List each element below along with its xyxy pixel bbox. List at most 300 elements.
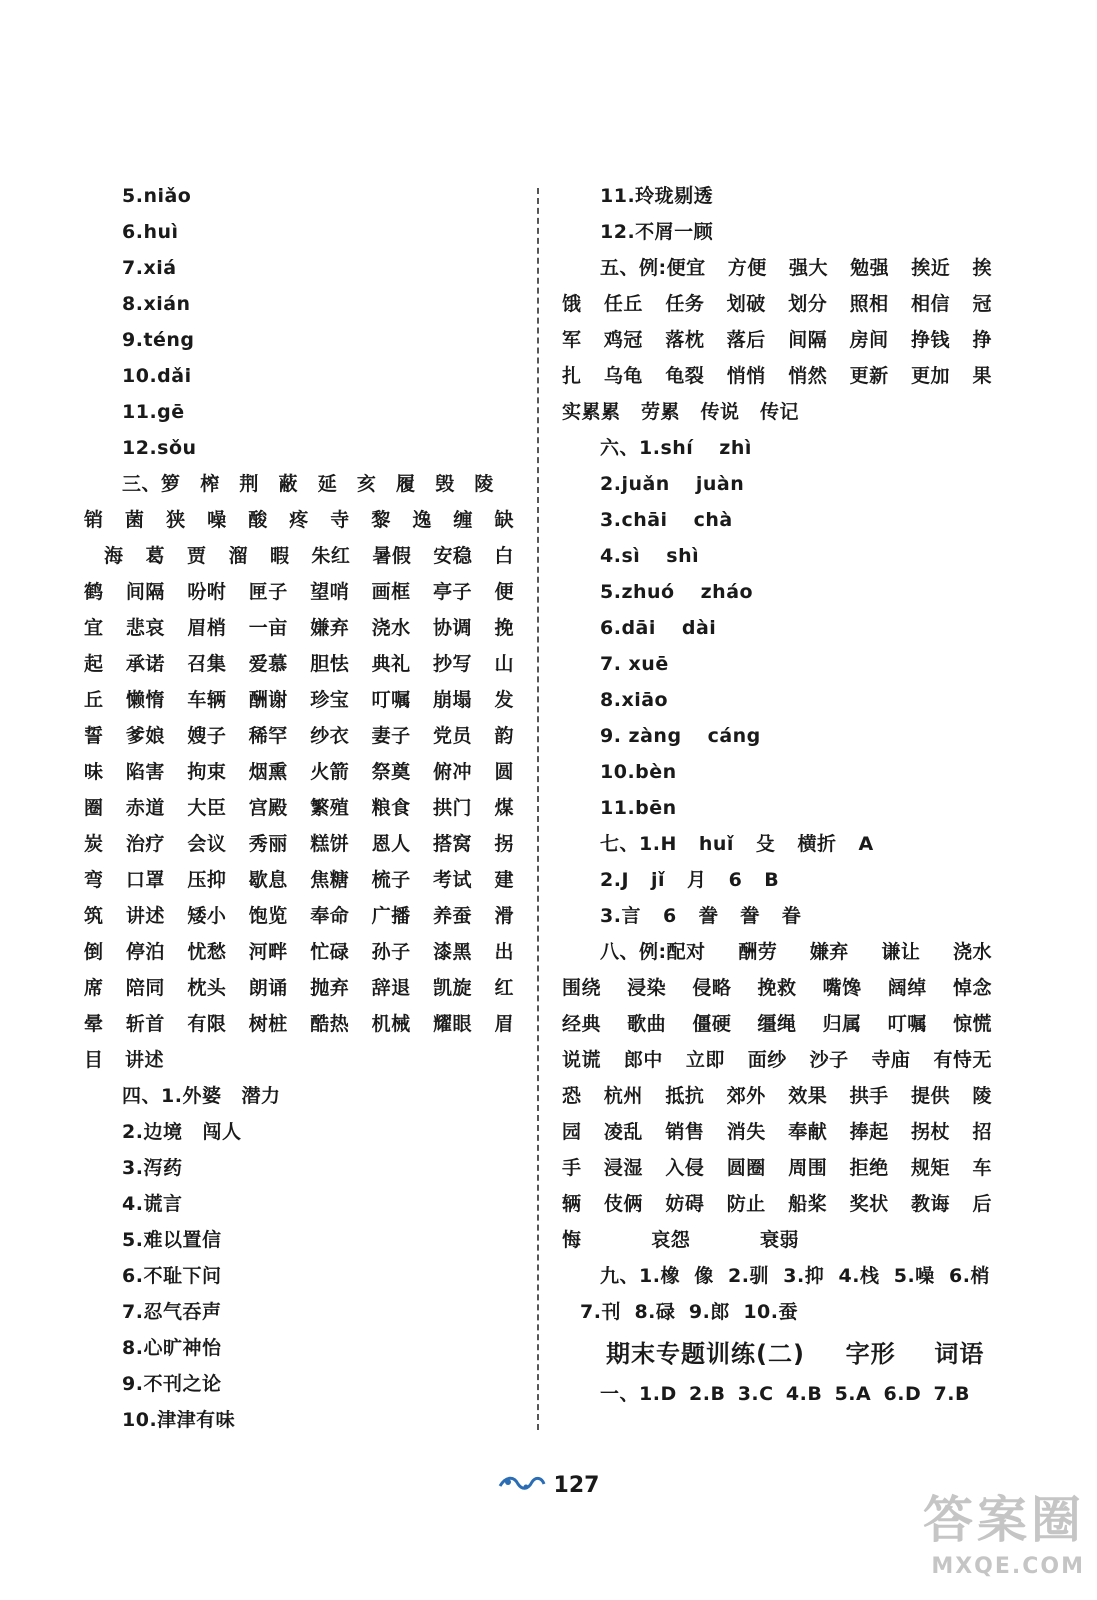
answer-cell: 围绕 bbox=[562, 977, 602, 999]
answer-cell: 机械 bbox=[371, 1013, 411, 1035]
answer-cell: 望哨 bbox=[310, 581, 350, 603]
answer-cell: 防止 bbox=[726, 1193, 766, 1215]
answer-cell: 繁殖 bbox=[310, 797, 350, 819]
answer-cell: 煤 bbox=[494, 797, 514, 819]
answer-cell: 妻子 bbox=[371, 725, 411, 747]
pinyin-answer: 6.huì bbox=[122, 221, 179, 243]
answer-cell: 葛 bbox=[145, 545, 165, 567]
answer-row bbox=[562, 1042, 997, 1078]
section-eight-first-row bbox=[562, 934, 997, 970]
heading-title: 期末专题训练(二) bbox=[606, 1340, 805, 1368]
answer-part: 9.不刊之论 bbox=[122, 1373, 222, 1395]
answer-cell: 拱门 bbox=[433, 797, 473, 819]
answer-cell: 郎中 bbox=[623, 1049, 663, 1071]
answer-cell: 海 bbox=[104, 545, 124, 567]
answer-cell: 一亩 bbox=[248, 617, 288, 639]
answer-cell: 树桩 bbox=[248, 1013, 288, 1035]
answer-cell: 嫌弃 bbox=[809, 941, 849, 963]
answer-row bbox=[562, 286, 997, 322]
answer-part: jǐ bbox=[651, 869, 666, 891]
answer-cell: 更新 bbox=[849, 365, 889, 387]
answer-cell: 奉命 bbox=[310, 905, 350, 927]
answer-line bbox=[562, 682, 997, 718]
answer-cell: 起 bbox=[84, 653, 104, 675]
answer-row-cells bbox=[84, 790, 514, 826]
answer-row bbox=[562, 1006, 997, 1042]
idiom-answers bbox=[562, 178, 997, 250]
answer-row bbox=[84, 610, 524, 646]
idiom-answer: 12.不屑一顾 bbox=[600, 221, 714, 243]
answer-row-cells bbox=[562, 394, 799, 430]
answer-cell: 忧愁 bbox=[187, 941, 227, 963]
answer-cell: 贾 bbox=[186, 545, 207, 567]
answer-part: 殳 bbox=[755, 833, 776, 855]
answer-cell: 任务 bbox=[665, 293, 705, 315]
answer-cell: 凌乱 bbox=[603, 1121, 643, 1143]
answer-cell: 履 bbox=[396, 473, 416, 495]
answer-cell: 黎 bbox=[371, 509, 391, 531]
answer-cell: 朱红 bbox=[311, 545, 351, 567]
answer-cell: 挽 bbox=[494, 617, 514, 639]
answer-row-cells bbox=[84, 1006, 514, 1042]
answer-cell: 秀丽 bbox=[248, 833, 288, 855]
answer-part: 10.bèn bbox=[600, 761, 677, 783]
answer-cell: 销售 bbox=[665, 1121, 705, 1143]
answer-cell: 圆圈 bbox=[726, 1157, 766, 1179]
answer-cell: 誓 bbox=[84, 725, 104, 747]
pinyin-answer: 5.niǎo bbox=[122, 185, 192, 207]
section-one-row bbox=[562, 1376, 997, 1412]
answer-cell: 浇水 bbox=[371, 617, 411, 639]
answer-cell: 招 bbox=[972, 1121, 992, 1143]
section-six bbox=[562, 430, 997, 826]
answer-line bbox=[562, 862, 997, 898]
answer-row-cells bbox=[562, 1114, 992, 1150]
column-divider bbox=[537, 188, 539, 1430]
answer-part: 3.chāi bbox=[600, 509, 668, 531]
answer-line bbox=[84, 1222, 524, 1258]
answer-part: 6 bbox=[728, 869, 743, 891]
answer-part: 6.不耻下问 bbox=[122, 1265, 222, 1287]
answer-cell: 忙碌 bbox=[310, 941, 350, 963]
answer-cell: 6.D bbox=[883, 1383, 922, 1405]
section-three-first-row bbox=[84, 466, 524, 502]
answer-row-cells bbox=[84, 718, 514, 754]
answer-cell: 典礼 bbox=[371, 653, 411, 675]
answer-cell: 九、1.橡 bbox=[600, 1265, 680, 1287]
answer-cell: 手 bbox=[562, 1157, 582, 1179]
answer-cell: 5.噪 bbox=[893, 1265, 935, 1287]
answer-part: 4.谎言 bbox=[122, 1193, 183, 1215]
answer-cell: 更加 bbox=[911, 365, 951, 387]
answer-row bbox=[562, 358, 997, 394]
answer-cell: 效果 bbox=[788, 1085, 828, 1107]
answer-cell: 斩首 bbox=[125, 1013, 165, 1035]
answer-cell: 3.抑 bbox=[783, 1265, 825, 1287]
answer-cell: 拘束 bbox=[187, 761, 227, 783]
answer-line bbox=[84, 1402, 524, 1438]
answer-cell: 烟熏 bbox=[248, 761, 288, 783]
answer-cell: 2.驯 bbox=[728, 1265, 769, 1287]
answer-cell: 山 bbox=[494, 653, 514, 675]
answer-cell: 纱衣 bbox=[310, 725, 350, 747]
answer-cell: 车辆 bbox=[187, 689, 227, 711]
answer-cell: 7.刊 bbox=[580, 1301, 621, 1323]
answer-cell: 炭 bbox=[84, 833, 104, 855]
answer-cell: 教诲 bbox=[911, 1193, 951, 1215]
answer-cell: 广播 bbox=[371, 905, 411, 927]
answer-cell: 治疗 bbox=[125, 833, 165, 855]
answer-part: zhì bbox=[719, 437, 752, 459]
answer-part: 2.J bbox=[600, 869, 630, 891]
answer-cell: 妨碍 bbox=[665, 1193, 705, 1215]
answer-cell: 挣钱 bbox=[911, 329, 951, 351]
answer-part: 6 bbox=[662, 905, 677, 927]
answer-row bbox=[84, 502, 524, 538]
answer-cell: 规矩 bbox=[911, 1157, 951, 1179]
answer-cell: 房间 bbox=[849, 329, 889, 351]
answer-part: 6.dāi bbox=[600, 617, 656, 639]
answer-cell: 衰弱 bbox=[759, 1229, 799, 1251]
answer-cell: 糕饼 bbox=[310, 833, 350, 855]
answer-cell: 拐杖 bbox=[911, 1121, 951, 1143]
answer-part: cáng bbox=[707, 725, 761, 747]
answer-row-cells bbox=[84, 574, 514, 610]
answer-row-cells bbox=[84, 1042, 164, 1078]
answer-cell: 3.C bbox=[737, 1383, 774, 1405]
answer-cell: 召集 bbox=[187, 653, 227, 675]
answer-cell: 捧起 bbox=[849, 1121, 889, 1143]
answer-cell: 嫌弃 bbox=[310, 617, 350, 639]
answer-cell: 圈 bbox=[84, 797, 104, 819]
answer-row bbox=[84, 682, 524, 718]
answer-cell: 枕头 bbox=[187, 977, 227, 999]
answer-cell: 提供 bbox=[911, 1085, 951, 1107]
answer-row bbox=[562, 970, 997, 1006]
answer-cell: 延 bbox=[317, 473, 338, 495]
answer-row-cells bbox=[562, 1150, 992, 1186]
answer-cell: 哀怨 bbox=[651, 1229, 691, 1251]
pinyin-answer: 11.gē bbox=[122, 401, 185, 423]
answer-part: 潜力 bbox=[241, 1085, 281, 1107]
answer-cell: 陷害 bbox=[125, 761, 165, 783]
answer-row-cells bbox=[562, 970, 992, 1006]
answer-cell: 酬劳 bbox=[738, 941, 778, 963]
answer-cell: 眉梢 bbox=[187, 617, 227, 639]
answer-cell: 歇息 bbox=[248, 869, 288, 891]
idiom-answer: 11.玲珑剔透 bbox=[600, 185, 714, 207]
answer-cell: 谦让 bbox=[881, 941, 921, 963]
answer-part: B bbox=[764, 869, 780, 891]
answer-cell: 筑 bbox=[84, 905, 104, 927]
answer-cell: 八、例:配对 bbox=[600, 941, 706, 963]
answer-row bbox=[84, 754, 524, 790]
page-ornament-icon bbox=[498, 1472, 546, 1498]
answer-cell: 方便 bbox=[727, 257, 767, 279]
answer-cell: 缺 bbox=[494, 509, 514, 531]
answer-cell: 矮小 bbox=[187, 905, 227, 927]
answer-row-cells bbox=[84, 826, 514, 862]
answer-part: shì bbox=[666, 545, 700, 567]
answer-cell: 焦糖 bbox=[310, 869, 350, 891]
answer-line bbox=[84, 1258, 524, 1294]
answer-part: 月 bbox=[687, 869, 707, 891]
answer-cell: 惊慌 bbox=[952, 1013, 992, 1035]
answer-cell: 落枕 bbox=[665, 329, 705, 351]
answer-cell: 赤道 bbox=[125, 797, 165, 819]
answer-cell: 考试 bbox=[433, 869, 473, 891]
answer-cell: 2.B bbox=[689, 1383, 726, 1405]
answer-line bbox=[562, 790, 997, 826]
answer-cell: 8.碌 bbox=[634, 1301, 676, 1323]
answer-cell: 榨 bbox=[200, 473, 220, 495]
answer-cell: 口罩 bbox=[125, 869, 165, 891]
answer-cell: 河畔 bbox=[248, 941, 288, 963]
answer-cell: 入侵 bbox=[665, 1157, 705, 1179]
answer-line bbox=[562, 718, 997, 754]
answer-part: 横折 bbox=[797, 833, 837, 855]
answer-part: 4.sì bbox=[600, 545, 641, 567]
answer-cell: 划分 bbox=[788, 293, 828, 315]
answer-cell: 席 bbox=[84, 977, 104, 999]
answer-line bbox=[84, 1186, 524, 1222]
answer-part: 5.难以置信 bbox=[122, 1229, 222, 1251]
answer-cell: 饱览 bbox=[248, 905, 288, 927]
answer-cell: 寺 bbox=[330, 509, 350, 531]
answer-part: 誊 bbox=[740, 905, 760, 927]
answer-cell: 立即 bbox=[685, 1049, 725, 1071]
answer-cell: 孙子 bbox=[371, 941, 411, 963]
answer-cell: 沙子 bbox=[809, 1049, 849, 1071]
answer-line bbox=[84, 1294, 524, 1330]
answer-cell: 辆 bbox=[562, 1193, 582, 1215]
answer-cell: 辞退 bbox=[371, 977, 411, 999]
answer-line bbox=[84, 1330, 524, 1366]
section-three-label: 三、 bbox=[122, 473, 162, 495]
answer-row bbox=[562, 1150, 997, 1186]
answer-cell: 悄然 bbox=[788, 365, 828, 387]
answer-cell: 讲述 bbox=[124, 1049, 164, 1071]
answer-cell: 出 bbox=[494, 941, 514, 963]
answer-row-cells bbox=[562, 1186, 992, 1222]
answer-part: 闯人 bbox=[202, 1121, 242, 1143]
answer-cell: 爹娘 bbox=[125, 725, 165, 747]
answer-cell: 经典 bbox=[562, 1013, 602, 1035]
answer-cell: 俯冲 bbox=[433, 761, 473, 783]
answer-cell: 奖状 bbox=[849, 1193, 889, 1215]
answer-part: 眷 bbox=[781, 905, 802, 927]
answer-part: 10.津津有味 bbox=[122, 1409, 236, 1431]
answer-cell: 嫂子 bbox=[187, 725, 227, 747]
heading-topic-a: 字形 bbox=[845, 1340, 896, 1368]
answer-part: 2.边境 bbox=[122, 1121, 183, 1143]
answer-cell: 9.郎 bbox=[688, 1301, 730, 1323]
answer-line bbox=[562, 574, 997, 610]
answer-part: zháo bbox=[700, 581, 754, 603]
answer-row bbox=[84, 574, 524, 610]
answer-row-cells bbox=[84, 862, 514, 898]
answer-cell: 白 bbox=[494, 545, 514, 567]
answer-cell: 朗诵 bbox=[248, 977, 288, 999]
answer-part: 四、1.外婆 bbox=[122, 1085, 222, 1107]
answer-cell: 会议 bbox=[187, 833, 227, 855]
answer-cell: 逸 bbox=[412, 509, 432, 531]
answer-row-cells bbox=[84, 898, 514, 934]
answer-cell: 间隔 bbox=[125, 581, 165, 603]
answer-cell: 粮食 bbox=[371, 797, 411, 819]
answer-cell: 勉强 bbox=[850, 257, 890, 279]
answer-cell: 有恃无 bbox=[933, 1049, 992, 1071]
section-seven bbox=[562, 826, 997, 934]
answer-row-cells bbox=[562, 322, 992, 358]
answer-part: 2.juǎn bbox=[600, 473, 670, 495]
answer-cell: 便 bbox=[494, 581, 514, 603]
answer-cell: 养蚕 bbox=[433, 905, 473, 927]
section-five-first-row bbox=[562, 250, 997, 286]
answer-line bbox=[84, 1114, 524, 1150]
answer-part: 9. zàng bbox=[600, 725, 682, 747]
answer-cell: 照相 bbox=[849, 293, 889, 315]
answer-cell: 暑假 bbox=[372, 545, 412, 567]
answer-cell: 挽救 bbox=[757, 977, 797, 999]
answer-cell: 目 bbox=[84, 1049, 104, 1071]
answer-cell: 车 bbox=[972, 1157, 992, 1179]
watermark-text-en: MXQE.COM bbox=[931, 1554, 1085, 1579]
answer-cell: 吩咐 bbox=[187, 581, 227, 603]
answer-part: 3.言 bbox=[600, 905, 641, 927]
answer-cell: 寺庙 bbox=[871, 1049, 911, 1071]
answer-cell: 悄悄 bbox=[726, 365, 766, 387]
answer-cell: 韵 bbox=[494, 725, 514, 747]
answer-line bbox=[562, 646, 997, 682]
answer-cell: 扎 bbox=[562, 365, 582, 387]
answer-cell: 落后 bbox=[726, 329, 766, 351]
answer-cell: 拒绝 bbox=[849, 1157, 889, 1179]
answer-row-cells bbox=[562, 286, 992, 322]
answer-cell: 龟裂 bbox=[665, 365, 705, 387]
answer-cell: 像 bbox=[694, 1265, 714, 1287]
answer-row-cells bbox=[562, 358, 992, 394]
pinyin-answer: 12.sǒu bbox=[122, 437, 197, 459]
answer-part: huǐ bbox=[698, 833, 734, 855]
section-three-first-cells bbox=[161, 466, 494, 502]
answer-cell: 压抑 bbox=[187, 869, 227, 891]
answer-row-cells bbox=[562, 1222, 799, 1258]
answer-cell: 乌龟 bbox=[603, 365, 643, 387]
answer-cell: 建 bbox=[494, 869, 514, 891]
answer-line bbox=[562, 538, 997, 574]
answer-cell: 任丘 bbox=[603, 293, 643, 315]
answer-cell: 发 bbox=[494, 689, 514, 711]
answer-cell: 爱慕 bbox=[248, 653, 288, 675]
answer-cell: 酷热 bbox=[310, 1013, 350, 1035]
answer-cell: 杭州 bbox=[603, 1085, 643, 1107]
answer-row bbox=[562, 1078, 997, 1114]
answer-cell: 6.梢 bbox=[948, 1265, 990, 1287]
answer-cell: 冠 bbox=[972, 293, 992, 315]
answer-cell: 弯 bbox=[84, 869, 104, 891]
answer-cell: 伎俩 bbox=[603, 1193, 643, 1215]
answer-cell: 4.栈 bbox=[838, 1265, 880, 1287]
answer-line bbox=[84, 1366, 524, 1402]
answer-cell: 讲述 bbox=[125, 905, 165, 927]
answer-cell: 胆怯 bbox=[310, 653, 350, 675]
answer-cell: 暇 bbox=[269, 545, 290, 567]
answer-line bbox=[562, 502, 997, 538]
answer-cell: 恐 bbox=[562, 1085, 582, 1107]
answer-cell: 亥 bbox=[356, 473, 377, 495]
answer-cell: 鸡冠 bbox=[603, 329, 643, 351]
answer-cell: 陵 bbox=[474, 473, 494, 495]
answer-row bbox=[562, 1114, 997, 1150]
answer-line bbox=[562, 466, 997, 502]
answer-cell: 安稳 bbox=[433, 545, 473, 567]
answer-part: 七、1.H bbox=[600, 833, 677, 855]
answer-part: 8.心旷神怡 bbox=[122, 1337, 222, 1359]
answer-cell: 味 bbox=[84, 761, 104, 783]
answer-row bbox=[84, 718, 524, 754]
answer-cell: 荆 bbox=[239, 473, 259, 495]
answer-cell: 崩塌 bbox=[433, 689, 473, 711]
answer-part: 誊 bbox=[698, 905, 719, 927]
answer-cell: 亭子 bbox=[433, 581, 473, 603]
answer-row bbox=[84, 862, 524, 898]
answer-part: 3.泻药 bbox=[122, 1157, 183, 1179]
answer-cell: 传记 bbox=[759, 401, 799, 423]
answer-cell: 侵略 bbox=[692, 977, 732, 999]
answer-part: 7.忍气吞声 bbox=[122, 1301, 222, 1323]
watermark-text-cn: 答案圈 bbox=[923, 1491, 1085, 1549]
answer-cell: 陵 bbox=[972, 1085, 992, 1107]
answer-cell: 浸染 bbox=[627, 977, 667, 999]
page-number: 127 bbox=[553, 1472, 600, 1498]
answer-cell: 销 bbox=[84, 509, 104, 531]
answer-cell: 党员 bbox=[433, 725, 473, 747]
answer-cell: 倒 bbox=[84, 941, 104, 963]
answer-row bbox=[84, 790, 524, 826]
answer-part: A bbox=[858, 833, 874, 855]
answer-cell: 拐 bbox=[494, 833, 514, 855]
answer-cell: 劳累 bbox=[640, 401, 680, 423]
answer-cell: 拱手 bbox=[849, 1085, 889, 1107]
answer-cell: 抄写 bbox=[433, 653, 473, 675]
answer-cell: 宜 bbox=[84, 617, 104, 639]
answer-cell: 箩 bbox=[161, 473, 181, 495]
watermark-logo bbox=[889, 1488, 1085, 1598]
answer-row-cells bbox=[84, 970, 514, 1006]
section-four bbox=[84, 1078, 524, 1438]
answer-cell: 漆黑 bbox=[433, 941, 473, 963]
answer-cell: 噪 bbox=[207, 509, 227, 531]
answer-cell: 红 bbox=[494, 977, 514, 999]
section-eight-rows bbox=[562, 970, 997, 1258]
pinyin-answer: 10.dǎi bbox=[122, 365, 192, 387]
answer-row-cells bbox=[84, 646, 514, 682]
answer-cell: 归属 bbox=[822, 1013, 862, 1035]
answer-cell: 4.B bbox=[785, 1383, 823, 1405]
answer-cell: 滑 bbox=[494, 905, 514, 927]
answer-cell: 耀眼 bbox=[433, 1013, 473, 1035]
answer-row bbox=[84, 898, 524, 934]
answer-cell: 实累累 bbox=[562, 401, 621, 423]
answer-cell: 圆 bbox=[494, 761, 514, 783]
answer-cell: 火箭 bbox=[310, 761, 350, 783]
right-column bbox=[562, 178, 997, 1412]
answer-row bbox=[84, 1006, 524, 1042]
answer-cell: 叮嘱 bbox=[371, 689, 411, 711]
answer-cell: 宫殿 bbox=[248, 797, 288, 819]
answer-cell: 酬谢 bbox=[248, 689, 288, 711]
